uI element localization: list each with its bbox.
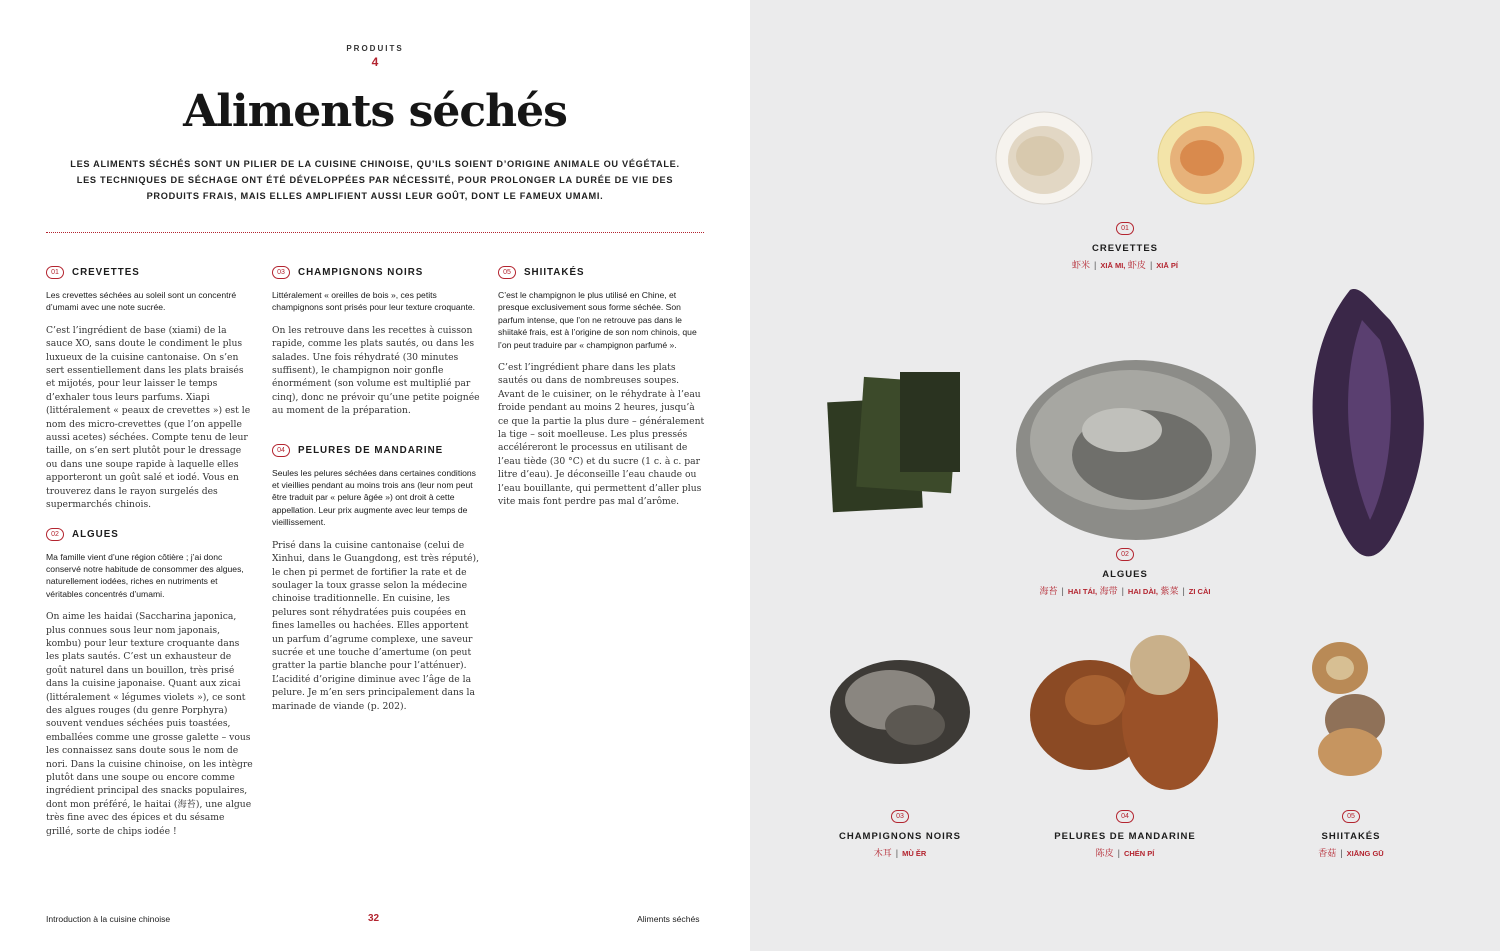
intro-text: LES ALIMENTS SÉCHÉS SONT UN PILIER DE LA CUISINE CHINOISE, QU’ILS SOIENT D’ORIGINE ANIMALE OU VÉGÉTALE. LES TECHNIQUES DE SÉCHAGE ONT ÉTÉ DÉVELOPPÉES PAR NÉCESSITÉ, POUR PROLONGER LA DURÉE DE VIE DES PRODUITS FRAIS, MAIS ELLES AMPLIFIENT AUSSI LEUR GOÛT, DONT LE FAMEUX UMAMI.: [70, 159, 680, 201]
caption-title: CHAMPIGNONS NOIRS: [838, 831, 962, 842]
section-lead: Littéralement « oreilles de bois », ces petits champignons sont prisés pour leur texture croquante.: [272, 290, 476, 313]
pinyin-name: XIĀ PÍ: [1156, 261, 1178, 270]
shrimp-skin-bowl-image: [1158, 112, 1254, 204]
food-illustration: [750, 0, 1500, 951]
section-title: PELURES DE MANDARINE: [298, 444, 444, 456]
section-body: C’est l’ingrédient phare dans les plats sautés ou dans de nombreuses soupes. Avant de le cuisiner, on le réhydrate à l’eau froide pendant au moins 2 heures, jusqu’à ce que la partie la plus dure – généralement la tige – soit moelleuse. Les plus pressés accéléreront le processus en utilisant de l’eau tiède (30 °C) et du sucre (1 c. à c. par litre d’eau). Je déconseille l’eau chaude ou l’eau bouillante, qui permettent d’aller plus vite mais font perdre pas mal d’arôme.: [498, 362, 705, 508]
section-lead: Ma famille vient d’une région côtière ; j’ai donc conservé notre habitude de consommer des algues, naturellement iodées, riches en nutriments et véritables concentrés d’umami.: [46, 551, 244, 599]
caption-title: SHIITAKÉS: [1321, 831, 1381, 842]
caption-crevettes: [1005, 222, 1245, 271]
chinese-name: 海带: [1099, 586, 1118, 596]
caption-names: 海苔 | HAI TÁI, 海带 | HAI DÀI, 紫菜 | ZI CÀI: [1039, 586, 1211, 596]
chinese-name: 木耳: [873, 848, 892, 858]
column-3: [498, 266, 706, 525]
chinese-name: 海苔: [1039, 586, 1058, 596]
chapter-tag-number: 4: [371, 55, 379, 69]
section-lead: Seules les pelures séchées dans certaines conditions et vieillies pendant au moins trois ans (leur nom peut être traduit par « pelure âgée ») ont droit à cette appellation. Leur prix augmente avec leur temps de vieillissement.: [272, 467, 476, 528]
page-number: 32: [368, 913, 380, 924]
chapter-tag-word: PRODUITS: [346, 44, 404, 53]
caption-algues: [1005, 548, 1245, 597]
section-title: CHAMPIGNONS NOIRS: [298, 267, 424, 278]
dotted-divider: [46, 232, 704, 233]
section-number: 05: [498, 266, 516, 279]
section-pelures-de-mandarine: [272, 444, 480, 713]
shiitake-mushroom-image: [1312, 642, 1385, 776]
caption-number: 04: [1116, 810, 1134, 823]
section-title: CREVETTES: [72, 267, 140, 278]
pinyin-name: ZI CÀI: [1188, 587, 1211, 596]
caption-names: 香菇 | XIĀNG GŪ: [1318, 848, 1384, 858]
section-lead: Les crevettes séchées au soleil sont un concentré d’umami avec une note sucrée.: [46, 290, 237, 313]
pinyin-name: CHÉN PÍ: [1123, 849, 1155, 858]
caption-number: 01: [1116, 222, 1134, 235]
pinyin-name: HAI DÀI,: [1127, 587, 1158, 596]
section-champignons-noirs: [272, 266, 480, 418]
caption-champignons-noirs: [780, 810, 1020, 859]
section-body: C’est l’ingrédient de base (xiami) de la sauce XO, sans doute le condiment le plus luxueux de la cuisine cantonaise. On s’en sert essentiellement dans les plats braisés et mijotés, pour leur laisser le temps d’exhaler tous leurs parfums. Xiapi (littéralement « peaux de crevettes ») est le nom des micro-crevettes (que l’on appelle aussi acetes) séchées. Compte tenu de leur taille, on s’en sert plutôt pour le dressage ou dans une soupe rapide à laquelle elles apporteront un goût salé et iodé. Vous en trouverez dans le rayon surgelés des supermarchés chinois.: [46, 324, 251, 511]
caption-pelures-de-mandarine: [1005, 810, 1245, 859]
pinyin-name: MÙ ĚR: [902, 849, 927, 858]
caption-names: 虾米 | XIĀ MI, 虾皮 | XIĀ PÍ: [1072, 260, 1178, 270]
wood-ear-mushroom-image: [830, 660, 970, 764]
purple-seaweed-image: [1313, 289, 1424, 556]
page-title: Aliments séchés: [183, 86, 567, 137]
section-number: 04: [272, 444, 290, 457]
footer-chapter-title: Aliments séchés: [637, 914, 700, 924]
caption-title: PELURES DE MANDARINE: [1054, 831, 1196, 842]
section-crevettes: [46, 266, 254, 512]
pinyin-name: XIĀ MI,: [1100, 261, 1126, 270]
section-title: ALGUES: [72, 528, 119, 540]
chinese-name: 陈皮: [1095, 848, 1114, 858]
section-body: Prisé dans la cuisine cantonaise (celui de Xinhui, dans le Guangdong, est très réputé), le chen pi permet de fortifier la rate et de soulager la toux grasse selon la médecine chinoise traditionnelle. En cuisine, les pelures sont réhydratées puis coupées en fines lamelles ou hachées. Elles apportent un parfum d’agrume complexe, une saveur sucrée et une touche d’amertume (on peut gratter la partie blanche pour l’atténuer). L’acidité d’origine diminue avec l’âge de la pelure. Je m’en sers principalement dans la marinade de viande (p. 202).: [272, 539, 479, 712]
right-page-photo: [750, 0, 1500, 951]
section-lead: C’est le champignon le plus utilisé en Chine, et presque exclusivement sous forme séchée. Son parfum intense, que l’on ne retrouve pas dans le shiitaké frais, est à l’origine de son nom chinois, que l’on peut traduire par « champignon parfumé ».: [498, 290, 697, 350]
chinese-name: 香菇: [1318, 848, 1337, 858]
dried-shrimp-bowl-image: [996, 112, 1092, 204]
mandarin-peel-image: [1030, 635, 1218, 790]
column-1: [46, 266, 254, 854]
caption-number: 03: [891, 810, 909, 823]
chinese-name: 紫菜: [1160, 586, 1179, 596]
pinyin-name: HAI TÁI,: [1067, 587, 1098, 596]
footer-book-title: Introduction à la cuisine chinoise: [46, 914, 171, 924]
section-number: 01: [46, 266, 64, 279]
section-number: 03: [272, 266, 290, 279]
caption-names: 木耳 | MÙ ĚR: [873, 848, 927, 858]
caption-number: 02: [1116, 548, 1134, 561]
caption-title: ALGUES: [1102, 569, 1148, 580]
section-body: On les retrouve dans les recettes à cuisson rapide, comme les plats sautés, ou dans les salades. Une fois réhydraté (30 minutes suffisent), le champignon noir gonfle énormément (son volume est multiplié par cinq), donc ne prévoir qu’une petite poignée au moment de la préparation.: [272, 324, 480, 417]
section-shiitakes: [498, 266, 706, 509]
caption-shiitakes: [1231, 810, 1471, 859]
chinese-name: 虾皮: [1127, 260, 1146, 270]
section-number: 02: [46, 528, 64, 541]
section-body: On aime les haidai (Saccharina japonica, plus connues sous leur nom japonais, kombu) pour leur texture croquante dans les plats sautés. C’est un exhausteur de goût naturel dans un bouillon, très prisé dans la cuisine japonaise. Quant aux zicai (littéralement « légumes violets »), ce sont des algues rouges (du genre Porphyra) souvent vendues séchées puis toastées, emballées comme une grosse galette – vous les connaissez sans doute sous le nom de nori. Dans la cuisine chinoise, on les intègre plutôt dans une soupe ou encore comme ingrédient principal des snacks populaires, dont mon préféré, le haitai (海苔), une algue très fine avec des épices et du sésame grillé, sorte de chips iodée !: [46, 611, 253, 837]
caption-title: CREVETTES: [1091, 243, 1158, 254]
chapter-tag: [340, 44, 410, 69]
caption-number: 05: [1342, 810, 1360, 823]
kombu-strands-image: [1016, 360, 1256, 540]
section-title: SHIITAKÉS: [524, 267, 585, 278]
chinese-name: 虾米: [1072, 260, 1091, 270]
pinyin-name: XIĀNG GŪ: [1346, 849, 1384, 858]
column-2: [272, 266, 480, 729]
section-algues: [46, 528, 254, 839]
caption-names: 陈皮 | CHÉN PÍ: [1095, 848, 1155, 858]
nori-sheets-image: [827, 372, 960, 512]
